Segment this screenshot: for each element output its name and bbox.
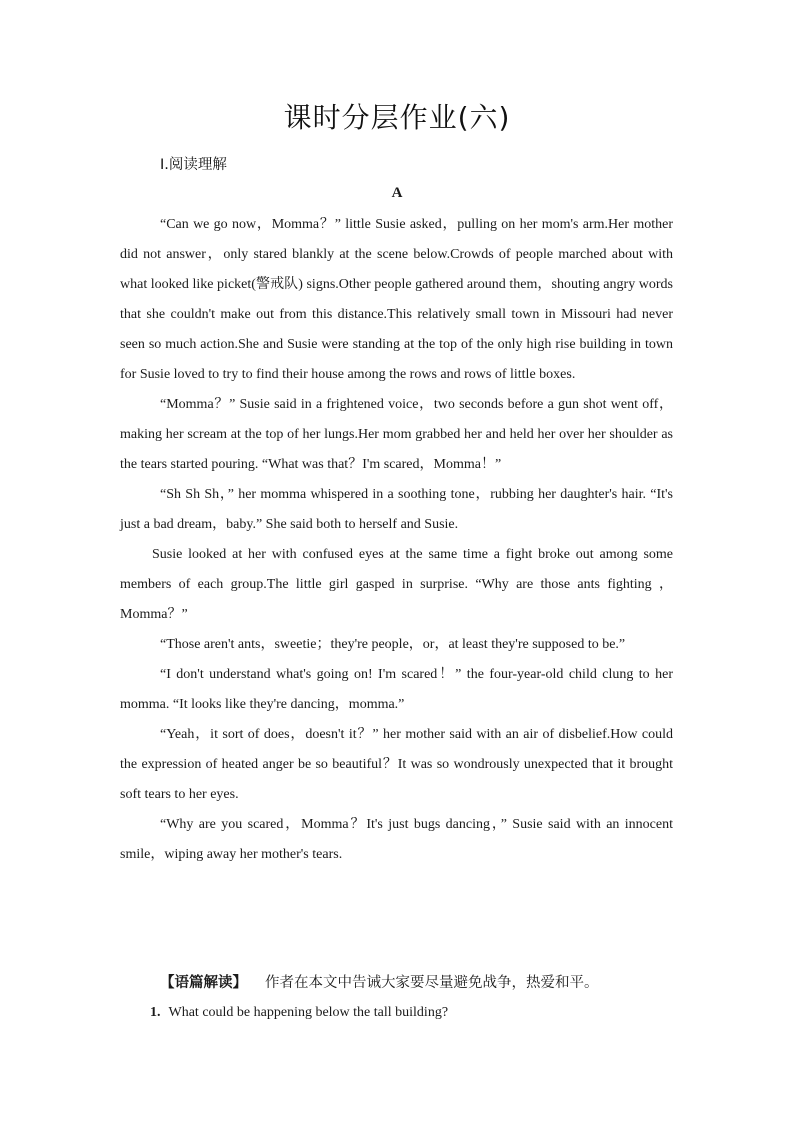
- passage-intro-text: 作者在本文中告诫大家要尽量避免战争，热爱和平。: [265, 975, 599, 991]
- paragraph: “Yeah，it sort of does，doesn't it？” her mother said with an air of disbelief.How could the expression of heated anger be so beautiful？It was so wondrously unexpected that it brought soft tears to her eyes.: [120, 727, 673, 802]
- paragraph: “Momma？” Susie said in a frightened voice，two seconds before a gun shot went off，making her scream at the top of her lungs.Her mom grabbed her and held her over her shoulder as the tears started pouring. “What was that？I'm scared，Momma！”: [120, 397, 673, 472]
- paragraph: Susie looked at her with confused eyes at the same time a fight broke out among some members of each group.The little girl gasped in surprise. “Why are those ants fighting ，Momma？”: [120, 547, 673, 622]
- passage-intro: [160, 971, 599, 992]
- question-item: [150, 1005, 448, 1021]
- section-heading: Ⅰ.阅读理解: [160, 157, 227, 173]
- question-number: 1.: [150, 1005, 161, 1020]
- paragraph: “Sh Sh Sh，” her momma whispered in a soothing tone，rubbing her daughter's hair. “It's just a bad dream，baby.” She said both to herself and Susie.: [120, 487, 673, 532]
- question-text: What could be happening below the tall building?: [168, 1005, 449, 1020]
- paragraph: “I don't understand what's going on! I'm scared！” the four-year-old child clung to her momma. “It looks like they're dancing，momma.”: [120, 667, 673, 712]
- paragraph: “Those aren't ants，sweetie；they're people，or，at least they're supposed to be.”: [160, 637, 626, 652]
- passage-letter: A: [391, 185, 403, 201]
- passage-intro-tag: 【语篇解读】: [160, 975, 247, 991]
- page-title: 课时分层作业(六): [283, 101, 511, 134]
- paragraph: “Why are you scared，Momma？It's just bugs dancing，” Susie said with an innocent smile，wiping away her mother's tears.: [120, 817, 673, 862]
- paragraph: “Can we go now，Momma？” little Susie asked，pulling on her mom's arm.Her mother did not answer，only stared blankly at the scene below.Crowds of people marched about with what looked like picket(警戒队) signs.Other people gathered around them，shouting angry words that she couldn't make out from this distance.This relatively small town in Missouri had never seen so much action.She and Susie were standing at the top of the only high rise building in town for Susie loved to try to find their house among the rows and rows of little boxes.: [120, 217, 673, 382]
- passage-body: [120, 210, 673, 870]
